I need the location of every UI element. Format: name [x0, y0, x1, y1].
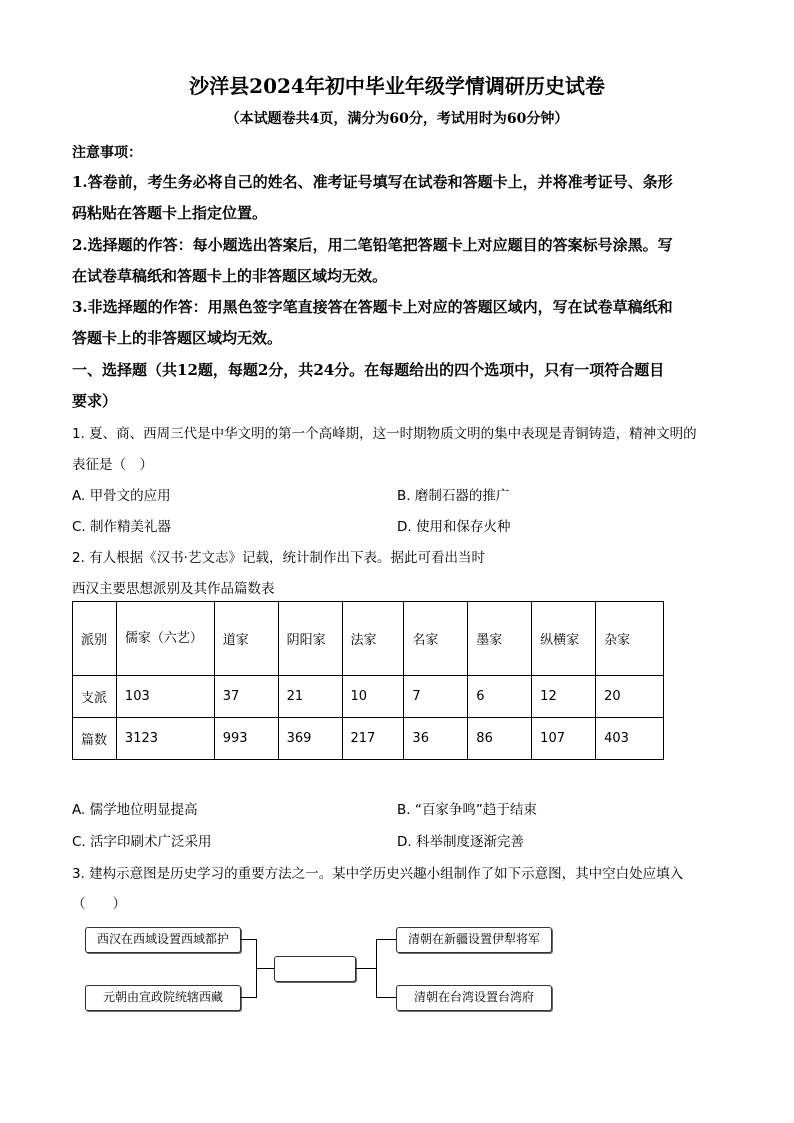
q3-stem-line-2: （ ） [72, 896, 126, 912]
table-header-cell: 名家 [404, 602, 468, 676]
q1-option-c: C. 制作精美礼器 [72, 519, 172, 535]
notice-item-3-line-2: 答题卡上的非答题区域均无效。 [72, 329, 283, 347]
connector-line [376, 939, 396, 940]
table-cell: 107 [532, 718, 596, 760]
exam-title: 沙洋县2024年初中毕业年级学情调研历史试卷 [189, 74, 605, 98]
table-cell: 993 [214, 718, 278, 760]
table-header-cell: 纵横家 [532, 602, 596, 676]
q1-stem-line-1: 1. 夏、商、西周三代是中华文明的第一个高峰期，这一时期物质文明的集中表现是青铜铸造，精神文明的 [72, 426, 697, 442]
table-cell: 3123 [116, 718, 214, 760]
table-header-cell: 派别 [73, 602, 117, 676]
q1-option-a: A. 甲骨文的应用 [72, 488, 171, 504]
table-cell: 86 [468, 718, 532, 760]
connector-line [256, 968, 274, 969]
table-cell: 12 [532, 676, 596, 718]
diagram-box-right-top: 清朝在新疆设置伊犁将军 [396, 927, 552, 953]
q2-option-d: D. 科举制度逐渐完善 [397, 834, 524, 850]
exam-subtitle: （本试题卷共4页，满分为60分，考试用时为60分钟） [225, 111, 569, 127]
table-cell: 7 [404, 676, 468, 718]
notice-heading: 注意事项： [72, 145, 142, 161]
table-cell: 369 [278, 718, 342, 760]
diagram-box-left-top: 西汉在西域设置西域都护 [85, 927, 241, 953]
table-header-row [73, 602, 664, 676]
table-cell: 21 [278, 676, 342, 718]
table-cell: 20 [596, 676, 664, 718]
diagram-box-right-bottom: 清朝在台湾设置台湾府 [396, 985, 552, 1011]
section-heading-line-1: 一、选择题（共12题，每题2分，共24分。在每题给出的四个选项中，只有一项符合题目 [72, 361, 665, 379]
notice-item-3-line-1: 3.非选择题的作答：用黑色签字笔直接答在答题卡上对应的答题区域内，写在试卷草稿纸和 [72, 298, 673, 316]
table-header-cell: 阴阳家 [278, 602, 342, 676]
notice-item-2-line-1: 2.选择题的作答：每小题选出答案后，用二笔铅笔把答题卡上对应题目的答案标号涂黑。写 [72, 236, 673, 254]
diagram-box-center-blank [274, 956, 356, 982]
q2-option-b: B. “百家争鸣”趋于结束 [397, 802, 537, 818]
table-cell: 103 [116, 676, 214, 718]
table-header-cell: 道家 [214, 602, 278, 676]
q1-option-b: B. 磨制石器的推广 [397, 488, 510, 504]
notice-item-2-line-2: 在试卷草稿纸和答题卡上的非答题区域均无效。 [72, 267, 388, 285]
table-header-cell: 儒家（六艺） [116, 602, 214, 676]
q2-table-caption: 西汉主要思想派别及其作品篇数表 [72, 581, 275, 597]
q2-option-a: A. 儒学地位明显提高 [72, 802, 198, 818]
table-header-cell: 法家 [342, 602, 404, 676]
table-row [73, 718, 664, 760]
table-cell: 217 [342, 718, 404, 760]
connector-line [376, 997, 396, 998]
connector-line [355, 968, 376, 969]
table-cell: 37 [214, 676, 278, 718]
table-cell: 支派 [73, 676, 117, 718]
school-works-table [72, 601, 664, 760]
q1-option-d: D. 使用和保存火种 [397, 519, 511, 535]
table-cell: 36 [404, 718, 468, 760]
notice-item-1-line-2: 码粘贴在答题卡上指定位置。 [72, 204, 268, 222]
q2-option-c: C. 活字印刷术广泛采用 [72, 834, 212, 850]
table-row [73, 676, 664, 718]
diagram-box-left-bottom: 元朝由宣政院统辖西藏 [85, 985, 241, 1011]
connector-line [240, 997, 256, 998]
table-header-cell: 墨家 [468, 602, 532, 676]
notice-item-1-line-1: 1.答卷前，考生务必将自己的姓名、准考证号填写在试卷和答题卡上，并将准考证号、条形 [72, 173, 673, 191]
table-cell: 篇数 [73, 718, 117, 760]
section-heading-line-2: 要求） [72, 392, 118, 410]
table-cell: 6 [468, 676, 532, 718]
connector-line [376, 939, 377, 998]
q1-stem-line-2: 表征是（ ） [72, 457, 153, 473]
table-cell: 10 [342, 676, 404, 718]
connector-line [240, 939, 256, 940]
q3-stem-line-1: 3. 建构示意图是历史学习的重要方法之一。某中学历史兴趣小组制作了如下示意图，其中空白处应填入 [72, 866, 684, 882]
table-header-cell: 杂家 [596, 602, 664, 676]
table-cell: 403 [596, 718, 664, 760]
q2-stem: 2. 有人根据《汉书·艺文志》记载，统计制作出下表。据此可看出当时 [72, 550, 485, 566]
